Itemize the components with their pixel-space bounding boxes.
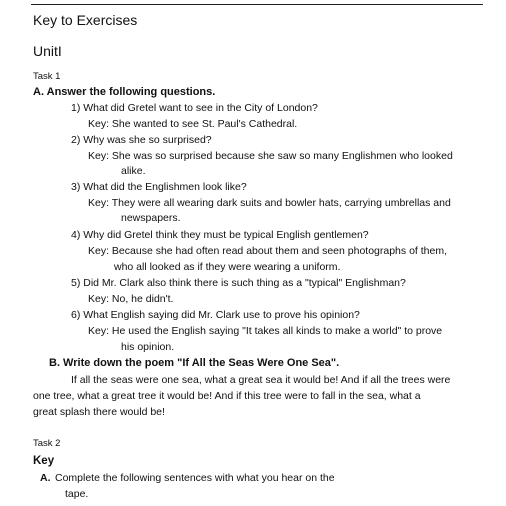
- unit-title: UnitI: [33, 43, 62, 59]
- task-2-section-a-line-2: tape.: [65, 488, 89, 500]
- answer-2-line-1: Key: She was so surprised because she saw so many Englishmen who looked: [88, 150, 453, 162]
- poem-line-3: great splash there would be!: [33, 406, 165, 418]
- task-2-section-a-letter: A.: [40, 472, 51, 484]
- question-6: 6) What English saying did Mr. Clark use to prove his opinion?: [71, 309, 360, 321]
- answer-5-line-1: Key: No, he didn't.: [88, 293, 174, 305]
- question-4: 4) Why did Gretel think they must be typical English gentlemen?: [71, 229, 369, 241]
- task-2-section-a-line-1: Complete the following sentences with what you hear on the: [55, 472, 335, 484]
- question-3: 3) What did the Englishmen look like?: [71, 181, 247, 193]
- answer-6-line-1: Key: He used the English saying "It takes all kinds to make a world" to prove: [88, 325, 443, 337]
- top-divider: [31, 4, 483, 5]
- task-1-label: Task 1: [33, 71, 61, 82]
- answer-1-line-1: Key: She wanted to see St. Paul's Cathedral.: [88, 118, 298, 130]
- answer-6-line-2: his opinion.: [121, 341, 175, 353]
- question-5: 5) Did Mr. Clark also think there is such thing as a "typical" Englishman?: [71, 277, 406, 289]
- answer-4-line-1: Key: Because she had often read about them and seen photographs of them,: [88, 245, 447, 257]
- task-1-section-b-heading: B. Write down the poem "If All the Seas Were One Sea".: [49, 357, 340, 369]
- task-2-key-heading: Key: [33, 455, 55, 467]
- answer-3-line-1: Key: They were all wearing dark suits and bowler hats, carrying umbrellas and: [88, 197, 451, 209]
- answer-2-line-2: alike.: [121, 165, 146, 177]
- poem-line-2: one tree, what a great tree it would be! And if this tree were to fall in the sea, what a: [33, 390, 421, 402]
- document-title: Key to Exercises: [33, 12, 138, 28]
- question-2: 2) Why was she so surprised?: [71, 134, 212, 146]
- task-1-section-a-heading: A. Answer the following questions.: [33, 86, 216, 98]
- poem-line-1: If all the seas were one sea, what a great sea it would be! And if all the trees were: [71, 374, 451, 386]
- task-2-label: Task 2: [33, 438, 61, 449]
- answer-3-line-2: newspapers.: [121, 212, 181, 224]
- answer-4-line-2: who all looked as if they were wearing a uniform.: [114, 261, 341, 273]
- question-1: 1) What did Gretel want to see in the City of London?: [71, 102, 318, 114]
